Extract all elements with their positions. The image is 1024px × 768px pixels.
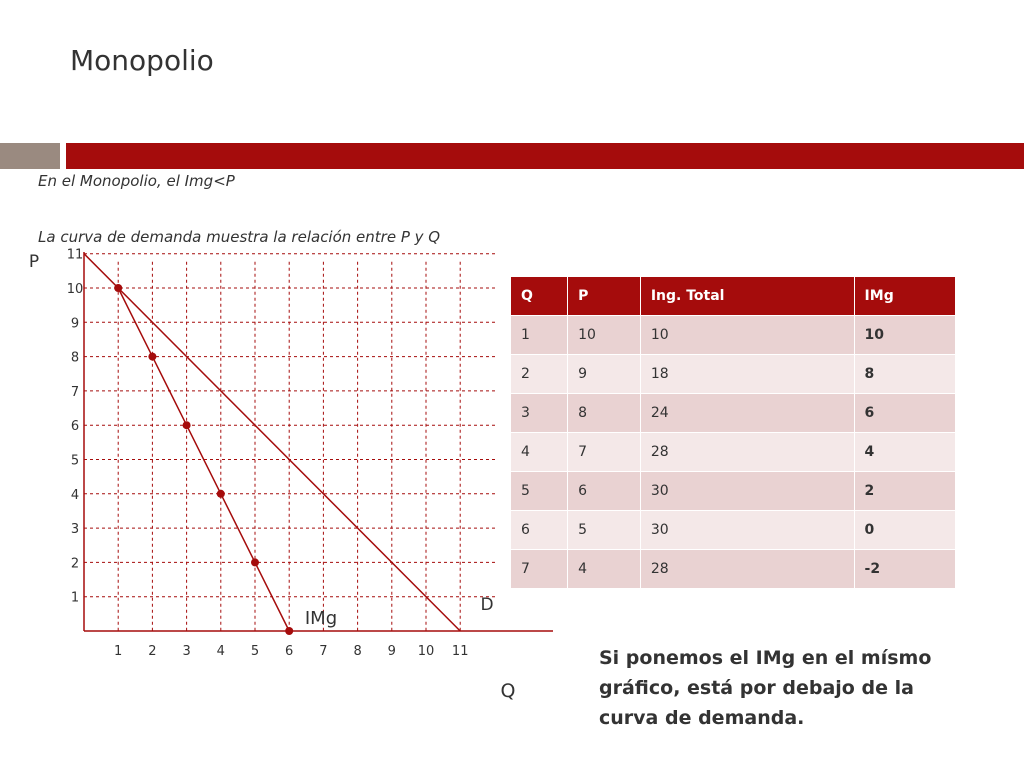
series-label-d: D bbox=[480, 595, 494, 615]
table-cell: 7 bbox=[511, 550, 568, 589]
series-point-img bbox=[251, 558, 259, 566]
series-point-img bbox=[285, 627, 293, 635]
subtitle-demand-curve: La curva de demanda muestra la relación entre P y Q bbox=[38, 228, 441, 246]
x-tick-label: 2 bbox=[148, 644, 157, 659]
table-header-2: Ing. Total bbox=[640, 277, 854, 316]
table-cell: 7 bbox=[568, 433, 641, 472]
table-header-1: P bbox=[568, 277, 641, 316]
table-cell: 30 bbox=[640, 472, 854, 511]
table-cell: 10 bbox=[854, 316, 955, 355]
table-cell: 6 bbox=[854, 394, 955, 433]
x-tick-label: 5 bbox=[250, 644, 260, 659]
series-point-img bbox=[217, 490, 225, 498]
explanation-note: Si ponemos el IMg en el mísmo gráfico, está por debajo de la curva de demanda. bbox=[599, 647, 932, 729]
table-cell: 5 bbox=[568, 511, 641, 550]
table-header-row bbox=[511, 277, 956, 316]
table-row bbox=[511, 433, 956, 472]
revenue-table bbox=[511, 277, 956, 589]
table-cell: 6 bbox=[511, 511, 568, 550]
series-point-img bbox=[114, 284, 122, 292]
series-line-d bbox=[84, 254, 460, 631]
x-tick-label: 10 bbox=[417, 644, 435, 659]
series-line-img bbox=[118, 288, 289, 631]
table-cell: 4 bbox=[568, 550, 641, 589]
table-cell: 18 bbox=[640, 355, 854, 394]
table-cell: 28 bbox=[640, 433, 854, 472]
table-cell: 4 bbox=[854, 433, 955, 472]
table-cell: 24 bbox=[640, 394, 854, 433]
y-tick-label: 9 bbox=[70, 316, 80, 332]
y-tick-label: 4 bbox=[70, 487, 80, 503]
x-tick-label: 3 bbox=[182, 644, 191, 659]
series-label-img: IMg bbox=[304, 608, 338, 629]
x-tick-label: 4 bbox=[216, 644, 225, 659]
table-cell: 8 bbox=[854, 355, 955, 394]
table-cell: 3 bbox=[511, 394, 568, 433]
series-point-img bbox=[148, 353, 156, 361]
table-cell: 6 bbox=[568, 472, 641, 511]
y-tick-label: 10 bbox=[66, 282, 84, 297]
table-cell: 28 bbox=[640, 550, 854, 589]
table-cell: 10 bbox=[640, 316, 854, 355]
table-row bbox=[511, 550, 956, 589]
y-tick-label: 5 bbox=[70, 453, 80, 469]
slide-title: Monopolio bbox=[70, 44, 214, 77]
y-tick-label: 3 bbox=[70, 522, 80, 538]
x-tick-label: 8 bbox=[353, 644, 362, 659]
x-axis-label: Q bbox=[500, 680, 516, 702]
table-row bbox=[511, 316, 956, 355]
y-tick-label: 6 bbox=[70, 419, 80, 435]
table-cell: 2 bbox=[854, 472, 955, 511]
table-cell: -2 bbox=[854, 550, 955, 589]
table-cell: 8 bbox=[568, 394, 641, 433]
table-cell: 10 bbox=[568, 316, 641, 355]
series-point-img bbox=[183, 421, 191, 429]
table-row bbox=[511, 511, 956, 550]
subtitle-monopolio: En el Monopolio, el Img<P bbox=[38, 172, 235, 190]
y-tick-label: 11 bbox=[66, 247, 84, 263]
table-header-3: IMg bbox=[854, 277, 955, 316]
y-tick-label: 1 bbox=[70, 590, 80, 606]
table-cell: 5 bbox=[511, 472, 568, 511]
y-tick-label: 7 bbox=[70, 384, 80, 400]
y-tick-label: 8 bbox=[70, 350, 80, 366]
y-tick-label: 2 bbox=[70, 556, 80, 572]
table-row bbox=[511, 472, 956, 511]
table-cell: 2 bbox=[511, 355, 568, 394]
table-header-0: Q bbox=[511, 277, 568, 316]
table-cell: 4 bbox=[511, 433, 568, 472]
x-tick-label: 9 bbox=[387, 644, 396, 659]
x-tick-label: 11 bbox=[451, 644, 469, 659]
table-cell: 9 bbox=[568, 355, 641, 394]
table-cell: 30 bbox=[640, 511, 854, 550]
table-row bbox=[511, 355, 956, 394]
x-tick-label: 1 bbox=[114, 644, 123, 659]
table-cell: 1 bbox=[511, 316, 568, 355]
x-tick-label: 6 bbox=[285, 644, 294, 659]
table-cell: 0 bbox=[854, 511, 955, 550]
x-tick-label: 7 bbox=[319, 644, 328, 659]
table-row bbox=[511, 394, 956, 433]
y-axis-label: P bbox=[28, 252, 40, 272]
